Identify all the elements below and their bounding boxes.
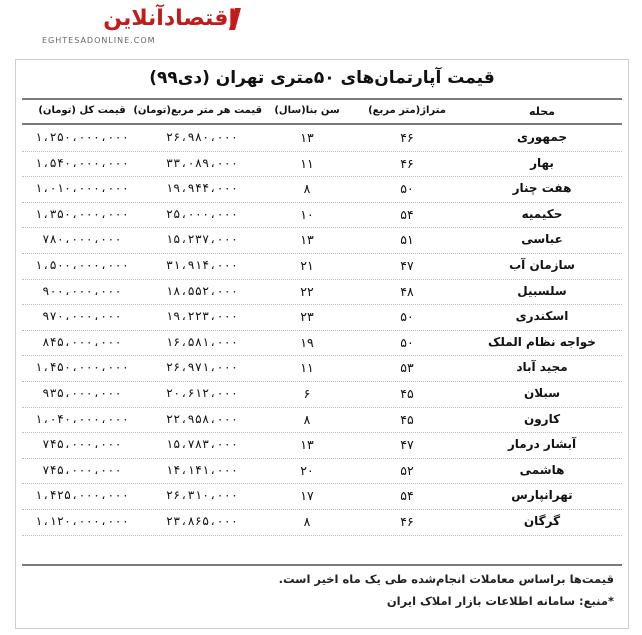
cell-age: ۲۲ (300, 283, 314, 299)
table-bottom-divider (22, 564, 622, 566)
cell-price-per-meter: ۲۶،۳۱۰،۰۰۰ (165, 488, 239, 503)
cell-area: سازمان آب (509, 257, 575, 272)
cell-price-per-meter: ۱۸،۵۵۲،۰۰۰ (165, 283, 239, 298)
cell-meterage: ۵۴ (400, 488, 414, 504)
cell-age: ۱۰ (300, 206, 314, 222)
cell-area: سلسبیل (517, 283, 567, 298)
header-area: محله (529, 105, 555, 118)
cell-age: ۲۱ (300, 257, 314, 273)
cell-price-per-meter: ۲۲،۹۵۸،۰۰۰ (165, 411, 239, 426)
header-age: سن بنا(سال) (274, 105, 340, 116)
cell-meterage: ۵۳ (400, 360, 414, 376)
table-row (22, 382, 622, 408)
cell-area: خواجه نظام الملک (488, 334, 596, 349)
brand-domain: EGHTESADONLINE.COM (42, 36, 156, 45)
cell-total-price: ۸۴۵،۰۰۰،۰۰۰ (42, 334, 122, 349)
cell-meterage: ۴۷ (400, 437, 414, 453)
cell-meterage: ۴۷ (400, 257, 414, 273)
table-title: قیمت آپارتمان‌های ۵۰متری تهران (دی۹۹) (149, 68, 495, 88)
cell-price-per-meter: ۲۳،۸۶۵،۰۰۰ (165, 513, 239, 528)
cell-total-price: ۱،۴۵۰،۰۰۰،۰۰۰ (35, 360, 129, 375)
table-body (22, 126, 622, 536)
cell-price-per-meter: ۲۶،۹۸۰،۰۰۰ (165, 130, 239, 144)
cell-price-per-meter: ۱۴،۱۴۱،۰۰۰ (165, 462, 239, 477)
cell-area: سبلان (523, 385, 561, 400)
cell-meterage: ۴۶ (400, 130, 414, 145)
cell-area: بهار (530, 155, 554, 170)
cell-age: ۸ (303, 181, 311, 197)
cell-area: هاشمی (519, 462, 565, 477)
table-row (22, 177, 622, 203)
cell-total-price: ۱،۵۴۰،۰۰۰،۰۰۰ (35, 155, 129, 170)
cell-meterage: ۵۱ (400, 232, 414, 248)
cell-age: ۸ (303, 411, 311, 427)
table-row (22, 203, 622, 229)
cell-meterage: ۵۰ (400, 181, 414, 197)
cell-meterage: ۴۶ (400, 513, 414, 529)
cell-area: اسکندری (515, 309, 569, 324)
cell-meterage: ۴۶ (400, 155, 414, 171)
cell-area: کارون (523, 411, 561, 426)
header-total-price: قیمت کل (تومان) (38, 105, 126, 116)
table-notes (279, 568, 614, 612)
cell-total-price: ۱،۵۰۰،۰۰۰،۰۰۰ (35, 257, 129, 272)
cell-age: ۲۰ (300, 462, 314, 478)
table-row (22, 331, 622, 357)
cell-total-price: ۹۳۵،۰۰۰،۰۰۰ (42, 385, 122, 400)
cell-age: ۲۳ (300, 309, 314, 325)
cell-age: ۱۷ (300, 488, 314, 504)
cell-age: ۶ (303, 385, 311, 401)
cell-area: حکیمیه (521, 206, 563, 221)
cell-price-per-meter: ۳۳،۰۸۹،۰۰۰ (165, 155, 239, 170)
cell-total-price: ۱،۴۲۵،۰۰۰،۰۰۰ (35, 488, 129, 503)
note-source: *منبع: سامانه اطلاعات بازار املاک ایران (386, 594, 614, 608)
cell-total-price: ۱،۰۱۰،۰۰۰،۰۰۰ (35, 181, 129, 196)
cell-meterage: ۵۴ (400, 206, 414, 222)
table-row (22, 280, 622, 306)
cell-price-per-meter: ۲۵،۰۰۰،۰۰۰ (165, 206, 239, 221)
cell-price-per-meter: ۲۶،۹۷۱،۰۰۰ (165, 360, 239, 375)
header-price-per-meter: قیمت هر متر مربع(تومان) (133, 105, 262, 116)
header-divider (22, 123, 622, 125)
note-basis: قیمت‌ها براساس معاملات انجام‌شده طی یک ماه اخیر است. (278, 572, 614, 586)
cell-meterage: ۵۰ (400, 334, 414, 350)
table-row (22, 228, 622, 254)
cell-age: ۱۳ (300, 232, 314, 248)
cell-area: هفت چنار (512, 181, 572, 196)
cell-total-price: ۷۴۵،۰۰۰،۰۰۰ (42, 437, 122, 452)
cell-total-price: ۷۸۰،۰۰۰،۰۰۰ (42, 232, 122, 247)
cell-age: ۱۳ (300, 130, 314, 145)
cell-age: ۱۱ (300, 360, 314, 376)
cell-total-price: ۱،۳۵۰،۰۰۰،۰۰۰ (35, 206, 129, 221)
cell-total-price: ۱،۲۵۰،۰۰۰،۰۰۰ (35, 130, 129, 144)
cell-meterage: ۴۸ (400, 283, 414, 299)
cell-meterage: ۵۰ (400, 309, 414, 325)
table-row (22, 152, 622, 178)
cell-meterage: ۴۵ (400, 385, 414, 401)
cell-total-price: ۹۰۰،۰۰۰،۰۰۰ (42, 283, 122, 298)
cell-age: ۱۳ (300, 437, 314, 453)
cell-price-per-meter: ۱۹،۹۴۴،۰۰۰ (165, 181, 239, 196)
price-table-panel (15, 59, 629, 629)
cell-total-price: ۹۷۰،۰۰۰،۰۰۰ (42, 309, 122, 324)
table-header (22, 102, 622, 124)
cell-price-per-meter: ۱۵،۲۳۷،۰۰۰ (165, 232, 239, 247)
table-row (22, 484, 622, 510)
cell-price-per-meter: ۳۱،۹۱۴،۰۰۰ (165, 257, 239, 272)
cell-total-price: ۱،۰۴۰،۰۰۰،۰۰۰ (35, 411, 129, 426)
cell-area: عباسی (521, 232, 563, 247)
cell-total-price: ۱،۱۲۰،۰۰۰،۰۰۰ (35, 513, 129, 528)
table-row (22, 459, 622, 485)
cell-total-price: ۷۴۵،۰۰۰،۰۰۰ (42, 462, 122, 477)
cell-price-per-meter: ۱۵،۷۸۳،۰۰۰ (165, 437, 239, 452)
cell-area: جمهوری (516, 130, 568, 144)
table-row (22, 254, 622, 280)
cell-age: ۱۱ (300, 155, 314, 171)
brand-name: اقتصادآنلاین (103, 6, 236, 31)
cell-age: ۱۹ (300, 334, 314, 350)
cell-price-per-meter: ۱۶،۵۸۱،۰۰۰ (165, 334, 239, 349)
header-meterage: متراژ(متر مربع) (368, 105, 446, 116)
cell-area: مجید آباد (516, 360, 568, 375)
table-row (22, 356, 622, 382)
brand-logo (36, 6, 236, 50)
table-row (22, 510, 622, 536)
cell-meterage: ۵۲ (400, 462, 414, 478)
cell-area: تهرانپارس (511, 488, 573, 503)
cell-meterage: ۴۵ (400, 411, 414, 427)
cell-price-per-meter: ۲۰،۶۱۲،۰۰۰ (165, 385, 239, 400)
table-row (22, 433, 622, 459)
table-row (22, 126, 622, 152)
table-row (22, 305, 622, 331)
table-row (22, 408, 622, 434)
cell-area: آبشار درمار (507, 437, 577, 452)
title-divider (22, 98, 622, 100)
cell-area: گرگان (523, 513, 561, 528)
cell-age: ۸ (303, 513, 311, 529)
cell-price-per-meter: ۱۹،۲۲۳،۰۰۰ (165, 309, 239, 324)
